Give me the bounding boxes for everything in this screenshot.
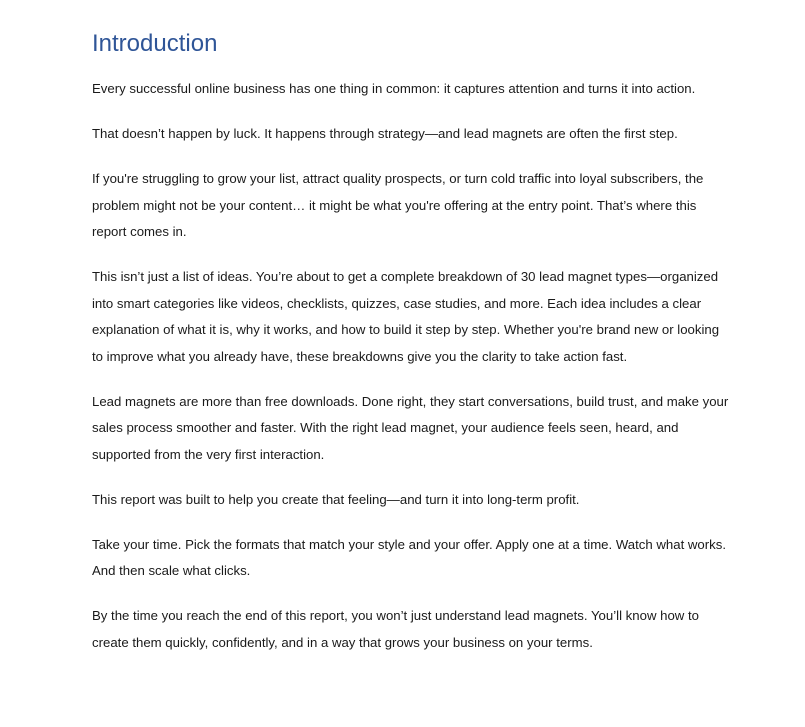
page-title: Introduction <box>92 30 218 57</box>
document-page <box>92 28 732 656</box>
paragraph-8: By the time you reach the end of this report, you won’t just understand lead magnets. You’ll know how to create them quickly, confidently, and in a way that grows your business on your terms. <box>92 608 699 650</box>
paragraph-7: Take your time. Pick the formats that match your style and your offer. Apply one at a time. Watch what works. And then scale what clicks. <box>92 536 727 578</box>
paragraph-1: Every successful online business has one thing in common: it captures attention and turns it into action. <box>92 81 696 96</box>
paragraph-2: That doesn’t happen by luck. It happens through strategy—and lead magnets are often the first step. <box>92 126 678 141</box>
paragraph-4: This isn’t just a list of ideas. You’re about to get a complete breakdown of 30 lead magnet types—organized into smart categories like videos, checklists, quizzes, case studies, and more. Each idea includes a clear explanation of what it is, why it works, and how to build it step by step. Whether you're brand new or looking to improve what you already have, these breakdowns give you the clarity to take action fast. <box>92 269 720 364</box>
paragraph-5: Lead magnets are more than free downloads. Done right, they start conversations, build trust, and make your sales process smoother and faster. With the right lead magnet, your audience feels seen, heard, and supported from the very first interaction. <box>92 393 729 462</box>
paragraph-3: If you're struggling to grow your list, attract quality prospects, or turn cold traffic into loyal subscribers, the problem might not be your content… it might be what you're offering at the entry point. That’s where this report comes in. <box>92 171 704 239</box>
paragraph-6: This report was built to help you create that feeling—and turn it into long-term profit. <box>92 491 580 507</box>
